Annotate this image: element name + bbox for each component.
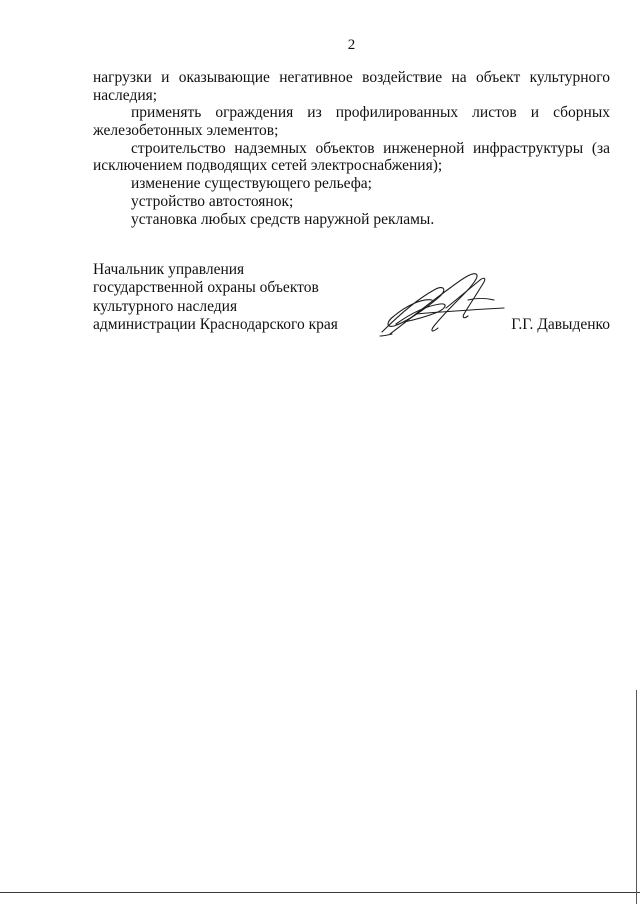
body-line: установка любых средств наружной рекламы. bbox=[131, 210, 435, 228]
body-line: железобетонных элементов; bbox=[93, 122, 279, 140]
signer-name: Г.Г. Давыденко bbox=[511, 316, 610, 333]
body-line: исключением подводящих сетей электроснабжения); bbox=[93, 157, 443, 175]
page-number: 2 bbox=[347, 37, 356, 53]
signer-position-line: администрации Краснодарского края bbox=[93, 315, 338, 333]
body-line: применять ограждения из профилированных листов и сборных bbox=[131, 104, 610, 122]
signer-position-line: культурного наследия bbox=[93, 297, 238, 315]
body-line: изменение существующего рельефа; bbox=[131, 175, 372, 193]
document-body bbox=[93, 69, 610, 228]
body-line: наследия; bbox=[93, 86, 158, 104]
scan-border-right bbox=[636, 690, 637, 904]
scan-border-bottom bbox=[0, 892, 640, 893]
signer-position bbox=[93, 261, 353, 334]
body-line: строительство надземных объектов инженерной инфраструктуры (за bbox=[131, 139, 610, 157]
signer-position-line: государственной охраны объектов bbox=[93, 279, 319, 297]
handwritten-signature bbox=[376, 264, 510, 340]
body-line: устройство автостоянок; bbox=[131, 192, 294, 210]
body-line: нагрузки и оказывающие негативное воздействие на объект культурного bbox=[93, 69, 610, 86]
signer-position-line: Начальник управления bbox=[93, 261, 245, 278]
